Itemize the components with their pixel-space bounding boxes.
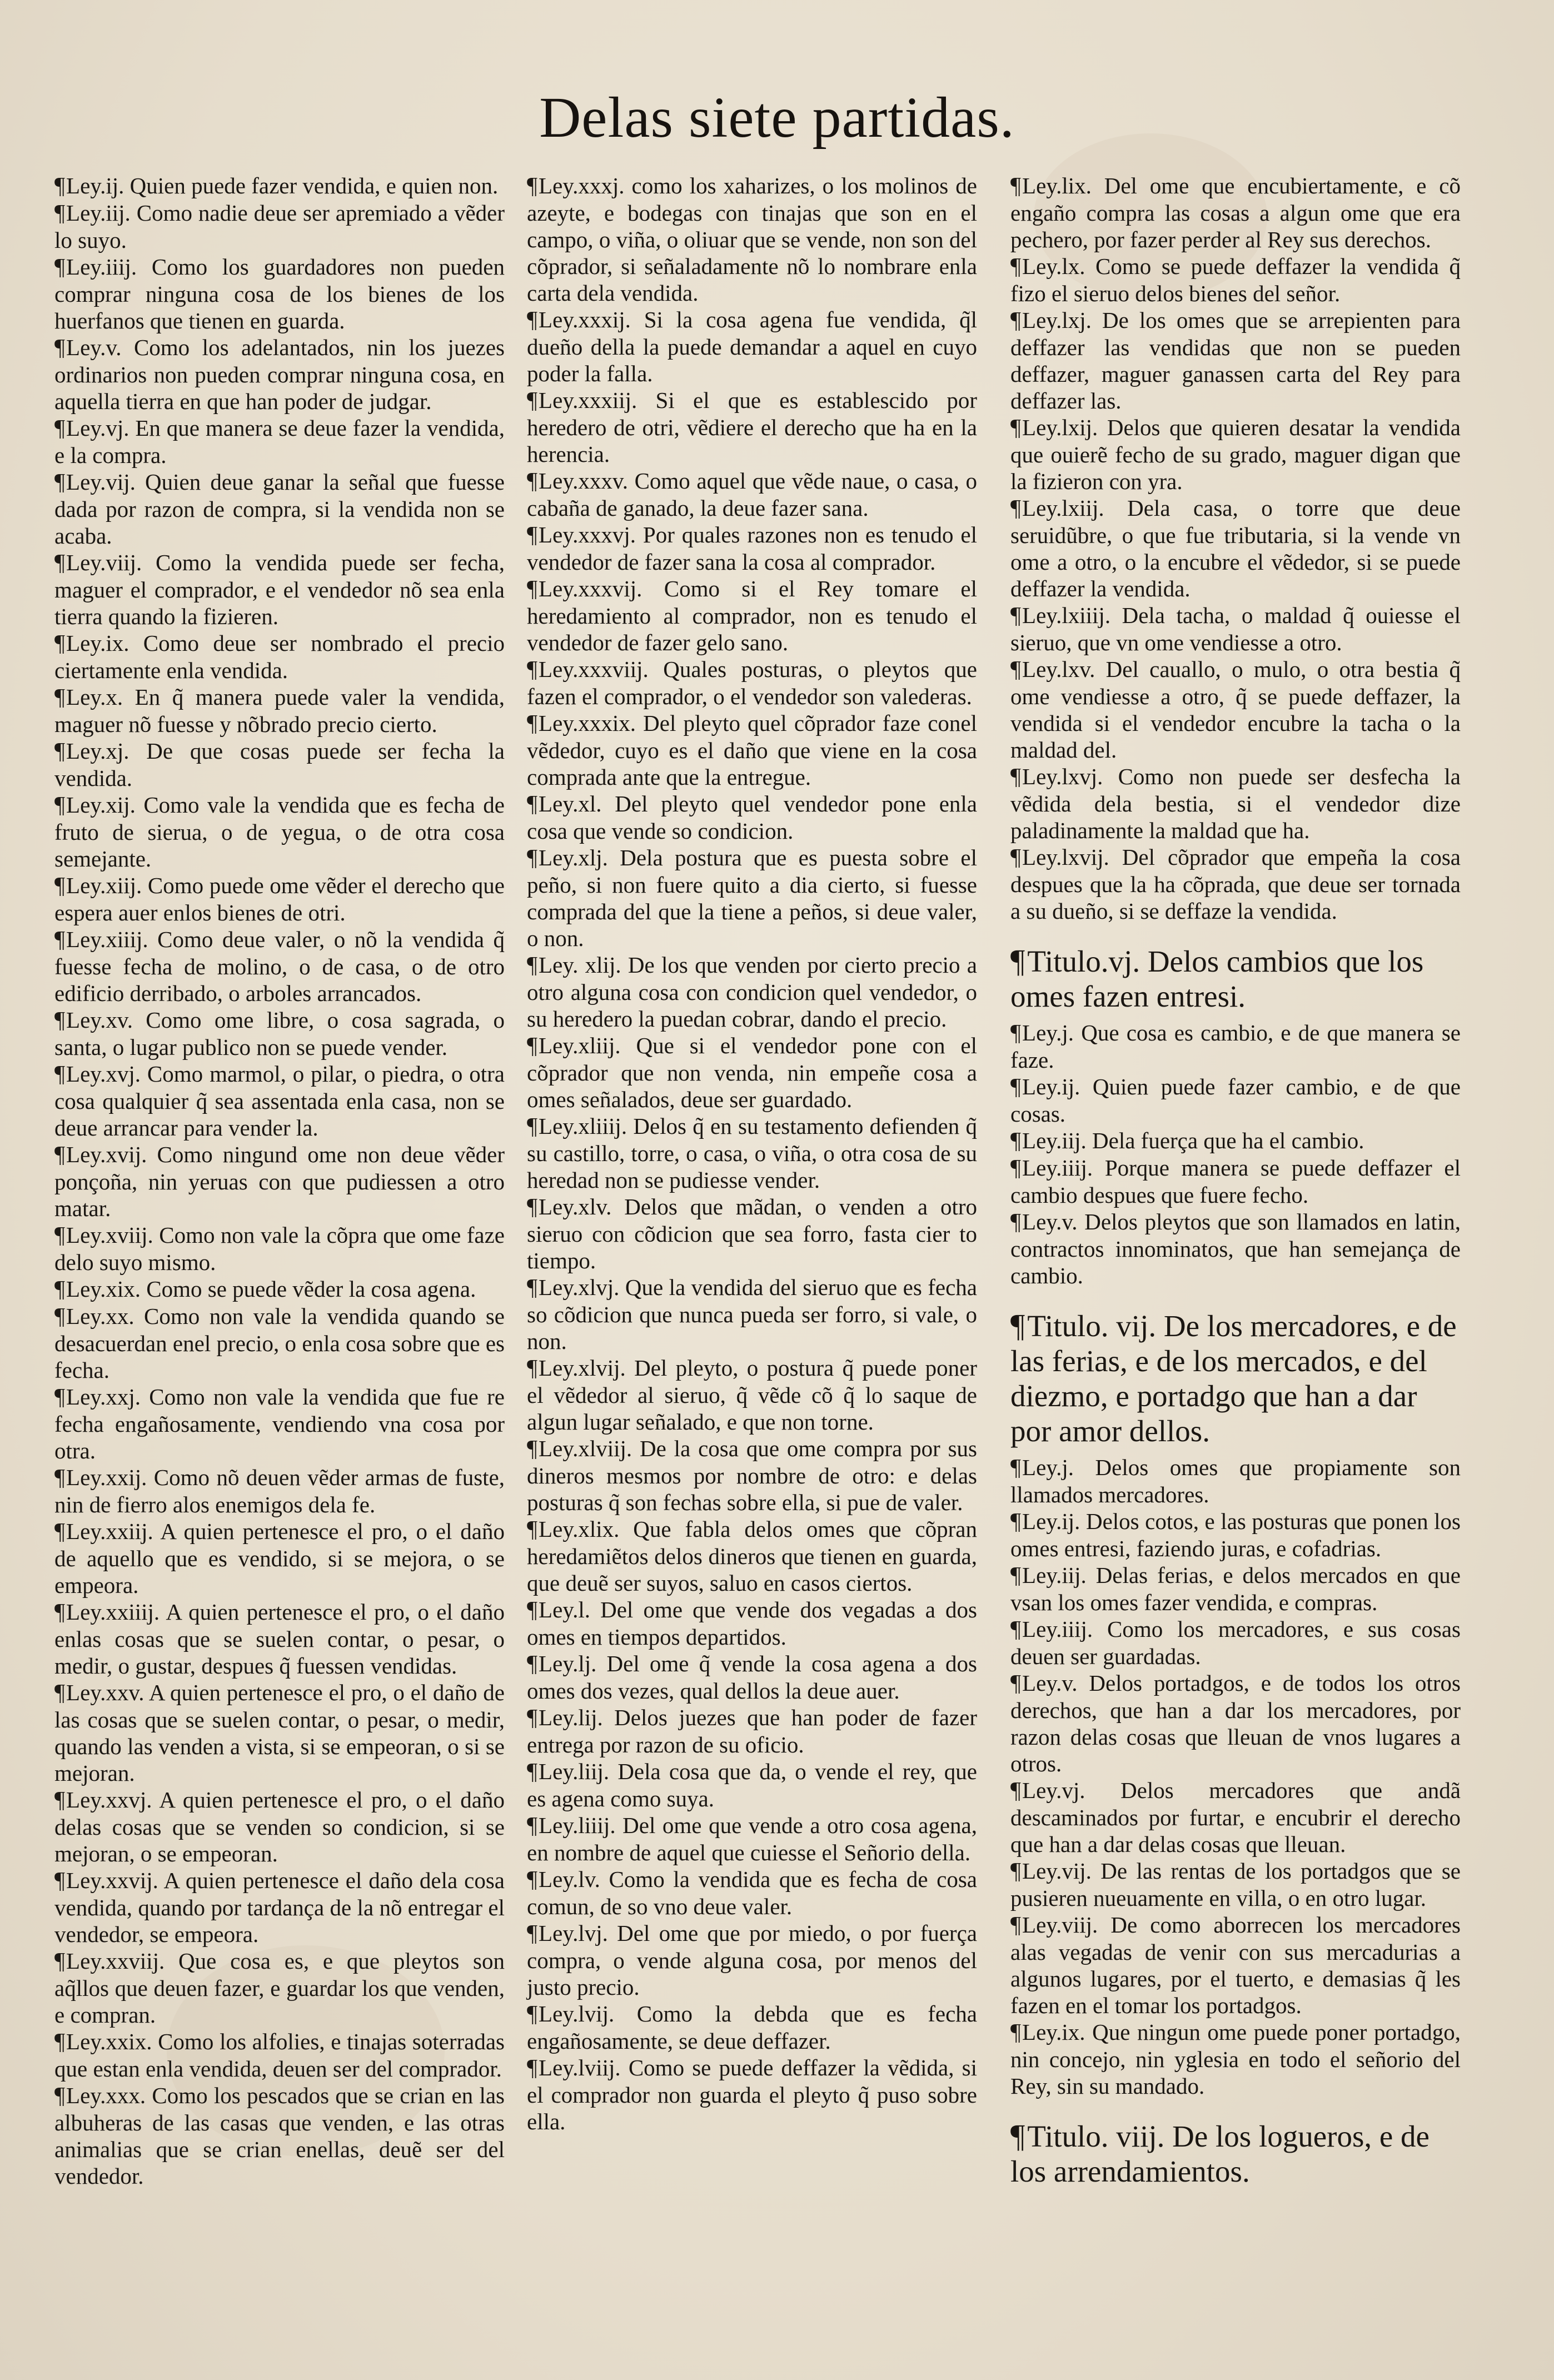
ley-entry: ¶ Ley.iij. Dela fuerça que ha el cambio.: [1010, 1127, 1461, 1154]
ley-entry: ¶ Ley.xxxj. como los xaharizes, o los molinos de azeyte, e bodegas con tinajas que son en el campo, o viña, o oliuar que se vende, non son del cõprador, si señaladamente nõ lo nombrare enla carta dela vendida.: [527, 172, 977, 306]
ley-entry: ¶ Ley.lxvij. Del cõprador que empeña la cosa despues que la ha cõprada, que deue ser tornada a su dueño, si se deffaze la vendida.: [1010, 844, 1461, 924]
ley-entry: ¶ Ley.iij. Como nadie deue ser apremiado a vẽder lo suyo.: [54, 200, 505, 253]
ley-entry: ¶ Ley.iiij. Porque manera se puede deffazer el cambio despues que fuere fecho.: [1010, 1154, 1461, 1208]
ley-entry: ¶ Ley.v. Delos portadgos, e de todos los otros derechos, que han a dar los mercadores, por razon delas cosas que lleuan de vnos lugares a otros.: [1010, 1670, 1461, 1777]
ley-entry: ¶ Ley.lvij. Como la debda que es fecha engañosamente, se deue deffazer.: [527, 2000, 977, 2054]
ley-entry: ¶ Ley.lv. Como la vendida que es fecha de cosa comun, de so vno deue valer.: [527, 1866, 977, 1920]
ley-entry: ¶ Ley.xxxvj. Por quales razones non es tenudo el vendedor de fazer sana la cosa al comprador.: [527, 521, 977, 575]
ley-entry: ¶ Ley.xiij. Como puede ome vẽder el derecho que espera auer enlos bienes de otri.: [54, 872, 505, 926]
ley-entry: ¶ Ley.lxij. Delos que quieren desatar la vendida que ouierẽ fecho de su grado, maguer digan que la fizieron con yra.: [1010, 414, 1461, 495]
ley-entry: ¶ Ley.vj. Delos mercadores que andã descaminados por furtar, e encubrir el derecho que han a dar delas cosas que lleuan.: [1010, 1777, 1461, 1858]
ley-entry: ¶ Ley.lxvj. Como non puede ser desfecha la vẽdida dela bestia, si el vendedor dize paladinamente la maldad que ha.: [1010, 763, 1461, 844]
ley-entry: ¶ Ley.xxij. Como nõ deuen vẽder armas de fuste, nin de fierro alos enemigos dela fe.: [54, 1464, 505, 1518]
ley-entry: ¶ Ley.vij. Quien deue ganar la señal que fuesse dada por razon de compra, si la vendida non se acaba.: [54, 469, 505, 549]
ley-entry: ¶ Ley.xxxix. Del pleyto quel cõprador faze conel vẽdedor, cuyo es el daño que viene en la cosa comprada ante que la entregue.: [527, 710, 977, 790]
ley-entry: ¶ Ley.xxx. Como los pescados que se crian en las albuheras de las casas que venden, e las otras animalias que se crian enellas, deuẽ ser del vendedor.: [54, 2082, 505, 2189]
ley-entry: ¶ Ley.xlvij. Del pleyto, o postura q̃ puede poner el vẽdedor al sieruo, q̃ vẽde cõ q̃ lo saque de algun lugar señalado, e que non torne.: [527, 1355, 977, 1435]
ley-entry: ¶ Ley.ij. Quien puede fazer vendida, e quien non.: [54, 172, 505, 200]
ley-entry: ¶ Ley.lviij. Como se puede deffazer la vẽdida, si el comprador non guarda el pleyto q̃ puso sobre ella.: [527, 2054, 977, 2135]
ley-entry: ¶ Ley.liij. Dela cosa que da, o vende el rey, que es agena como suya.: [527, 1758, 977, 1812]
ley-entry: ¶ Ley.ij. Quien puede fazer cambio, e de que cosas.: [1010, 1073, 1461, 1127]
ley-entry: ¶ Ley.xiiij. Como deue valer, o nõ la vendida q̃ fuesse fecha de molino, o de casa, o de otro edificio derribado, o arboles arrancados.: [54, 926, 505, 1007]
ley-entry: ¶ Ley.xxiij. A quien pertenesce el pro, o el daño de aquello que es vendido, si se mejora, o se empeora.: [54, 1518, 505, 1599]
ley-entry: ¶ Ley.lxiij. Dela casa, o torre que deue seruidũbre, o que fue tributaria, si la vende vn ome a otro, o la encubre el vẽdedor, si se puede deffazer la vendida.: [1010, 495, 1461, 602]
ley-entry: ¶ Ley.l. Del ome que vende dos vegadas a dos omes en tiempos departidos.: [527, 1596, 977, 1650]
ley-entry: ¶ Ley.ix. Que ningun ome puede poner portadgo, nin concejo, nin yglesia en todo el señorio del Rey, sin su mandado.: [1010, 2019, 1461, 2099]
ley-entry: ¶ Ley.xv. Como ome libre, o cosa sagrada, o santa, o lugar publico non se puede vender.: [54, 1007, 505, 1060]
ley-entry: ¶ Ley.lix. Del ome que encubiertamente, e cõ engaño compra las cosas a algun ome que era pechero, por fazer perder al Rey sus derechos.: [1010, 172, 1461, 253]
ley-entry: ¶ Ley.xlj. Dela postura que es puesta sobre el peño, si non fuere quito a dia cierto, si fuesse comprada del que la tiene a peños, si deue valer, o non.: [527, 844, 977, 952]
ley-entry: ¶ Ley.vij. De las rentas de los portadgos que se pusieren nueuamente en villa, o en otro lugar.: [1010, 1858, 1461, 1911]
ley-entry: ¶ Ley.x. En q̃ manera puede valer la vendida, maguer nõ fuesse y nõbrado precio cierto.: [54, 684, 505, 738]
ley-entry: ¶ Ley.xvij. Como ningund ome non deue vẽder ponçoña, nin yeruas con que pudiessen a otro matar.: [54, 1141, 505, 1222]
ley-entry: ¶ Ley.iij. Delas ferias, e delos mercados en que vsan los omes fazer vendida, e compras.: [1010, 1562, 1461, 1616]
ley-entry: ¶ Ley.lxiiij. Dela tacha, o maldad q̃ ouiesse el sieruo, que vn ome vendiesse a otro.: [1010, 602, 1461, 656]
ley-entry: ¶ Ley.xxvj. A quien pertenesce el pro, o el daño delas cosas que se venden so condicion, si se mejoran, o se empeoran.: [54, 1786, 505, 1867]
ley-entry: ¶ Ley.liiij. Del ome que vende a otro cosa agena, en nombre de aquel que cuiesse el Señorio della.: [527, 1812, 977, 1866]
index-column-2: [527, 172, 977, 2135]
ley-entry: ¶ Ley.v. Como los adelantados, nin los juezes ordinarios non pueden comprar ninguna cosa, en aquella tierra en que han poder de judgar.: [54, 334, 505, 415]
ley-entry: ¶ Ley.iiij. Como los mercadores, e sus cosas deuen ser guardadas.: [1010, 1616, 1461, 1670]
ley-entry: ¶ Ley.j. Delos omes que propiamente son llamados mercadores.: [1010, 1454, 1461, 1508]
ley-entry: ¶ Ley.ix. Como deue ser nombrado el precio ciertamente enla vendida.: [54, 630, 505, 684]
ley-entry: ¶ Ley.lx. Como se puede deffazer la vendida q̃ fizo el sieruo delos bienes del señor.: [1010, 253, 1461, 307]
ley-entry: ¶ Ley.lvj. Del ome que por miedo, o por fuerça compra, o vende alguna cosa, por menos del justo precio.: [527, 1920, 977, 2000]
titulo-heading: ¶ Titulo.vj. Delos cambios que los omes fazen entresi.: [1010, 943, 1461, 1014]
ley-entry: ¶ Ley.viij. Como la vendida puede ser fecha, maguer el comprador, e el vendedor nõ sea enla tierra quando la fizieren.: [54, 549, 505, 630]
titulo-heading: ¶ Titulo. vij. De los mercadores, e de las ferias, e de los mercados, e del diezmo, e portadgo que han a dar por amor dellos.: [1010, 1308, 1461, 1448]
index-column-1: [54, 172, 505, 2189]
ley-entry: ¶ Ley.xxix. Como los alfolies, e tinajas soterradas que estan enla vendida, deuen ser del comprador.: [54, 2028, 505, 2082]
ley-entry: ¶ Ley.lxj. De los omes que se arrepienten para deffazer las vendidas que non se pueden deffazer, maguer ganassen carta del Rey para deffazer las.: [1010, 307, 1461, 414]
ley-entry: ¶ Ley.iiij. Como los guardadores non pueden comprar ninguna cosa de los bienes de los huerfanos que tienen en guarda.: [54, 253, 505, 334]
ley-entry: ¶ Ley.xliij. Que si el vendedor pone con el cõprador que non venda, nin empeñe cosa a omes señalados, deue ser guardado.: [527, 1032, 977, 1113]
index-column-3: [1010, 172, 1461, 2194]
ley-entry: ¶ Ley.xj. De que cosas puede ser fecha la vendida.: [54, 738, 505, 791]
ley-entry: ¶ Ley.xxxvij. Como si el Rey tomare el heredamiento al comprador, non es tenudo el vendedor de fazer gelo sano.: [527, 575, 977, 656]
ley-entry: ¶ Ley.xl. Del pleyto quel vendedor pone enla cosa que vende so condicion.: [527, 790, 977, 844]
ley-entry: ¶ Ley.xviij. Como non vale la cõpra que ome faze delo suyo mismo.: [54, 1222, 505, 1276]
ley-entry: ¶ Ley.xxxv. Como aquel que vẽde naue, o casa, o cabaña de ganado, la deue fazer sana.: [527, 467, 977, 521]
ley-entry: ¶ Ley.xlviij. De la cosa que ome compra por sus dineros mesmos por nombre de otro: e delas posturas q̃ son fechas sobre ella, si pue de valer.: [527, 1435, 977, 1516]
ley-entry: ¶ Ley. xlij. De los que venden por cierto precio a otro alguna cosa con condicion quel vendedor, o su heredero la puedan cobrar, dando el precio.: [527, 952, 977, 1032]
ley-entry: ¶ Ley.lij. Delos juezes que han poder de fazer entrega por razon de su oficio.: [527, 1704, 977, 1758]
ley-entry: ¶ Ley.xxiiij. A quien pertenesce el pro, o el daño enlas cosas que se suelen contar, o pesar, o medir, o gustar, despues q̃ fuessen vendidas.: [54, 1599, 505, 1679]
ley-entry: ¶ Ley.xix. Como se puede vẽder la cosa agena.: [54, 1276, 505, 1303]
ley-entry: ¶ Ley.viij. De como aborrecen los mercadores alas vegadas de venir con sus mercadurias a algunos lugares, por el tuerto, e demasias q̃ les fazen en el tomar los portadgos.: [1010, 1911, 1461, 2019]
ley-entry: ¶ Ley.ij. Delos cotos, e las posturas que ponen los omes entresi, faziendo juras, e cofadrias.: [1010, 1508, 1461, 1562]
ley-entry: ¶ Ley.xlix. Que fabla delos omes que cõpran heredamiẽtos delos dineros que tienen en guarda, que deuẽ ser suyos, saluo en casos ciertos.: [527, 1516, 977, 1596]
ley-entry: ¶ Ley.xxj. Como non vale la vendida que fue re fecha engañosamente, vendiendo vna cosa por otra.: [54, 1383, 505, 1464]
running-head-title: Delas siete partidas.: [539, 86, 1015, 150]
ley-entry: ¶ Ley.xij. Como vale la vendida que es fecha de fruto de sierua, o de yegua, o de otra cosa semejante.: [54, 791, 505, 872]
ley-entry: ¶ Ley.xxvij. A quien pertenesce el daño dela cosa vendida, quando por tardança de la nõ entregar el vendedor, se empeora.: [54, 1867, 505, 1948]
ley-entry: ¶ Ley.lj. Del ome q̃ vende la cosa agena a dos omes dos vezes, qual dellos la deue auer.: [527, 1650, 977, 1704]
ley-entry: ¶ Ley.xvj. Como marmol, o pilar, o piedra, o otra cosa qualquier q̃ sea assentada enla casa, non se deue arrancar para vender la.: [54, 1060, 505, 1141]
ley-entry: ¶ Ley.xlvj. Que la vendida del sieruo que es fecha so cõdicion que nunca pueda ser forro, si vale, o non.: [527, 1274, 977, 1355]
ley-entry: ¶ Ley.xxviij. Que cosa es, e que pleytos son aq̃llos que deuen fazer, e guardar los que venden, e compran.: [54, 1948, 505, 2028]
ley-entry: ¶ Ley.vj. En que manera se deue fazer la vendida, e la compra.: [54, 415, 505, 469]
titulo-heading: ¶ Titulo. viij. De los logueros, e de los arrendamientos.: [1010, 2118, 1461, 2189]
ley-entry: ¶ Ley.xlv. Delos que mãdan, o venden a otro sieruo con cõdicion que sea forro, fasta cier to tiempo.: [527, 1193, 977, 1274]
ley-entry: ¶ Ley.lxv. Del cauallo, o mulo, o otra bestia q̃ ome vendiesse a otro, q̃ se puede deffazer, la vendida si el vendedor encubre la tacha o la maldad del.: [1010, 656, 1461, 763]
ley-entry: ¶ Ley.j. Que cosa es cambio, e de que manera se faze.: [1010, 1019, 1461, 1073]
ley-entry: ¶ Ley.xliiij. Delos q̃ en su testamento defienden q̃ su castillo, torre, o casa, o viña, o otra cosa de su heredad non se pudiesse vender.: [527, 1113, 977, 1193]
ley-entry: ¶ Ley.xxxviij. Quales posturas, o pleytos que fazen el comprador, o el vendedor son valederas.: [527, 656, 977, 710]
ley-entry: ¶ Ley.xxxiij. Si el que es establescido por heredero de otri, vẽdiere el derecho que ha en la herencia.: [527, 387, 977, 467]
ley-entry: ¶ Ley.xx. Como non vale la vendida quando se desacuerdan enel precio, o enla cosa sobre que es fecha.: [54, 1303, 505, 1383]
ley-entry: ¶ Ley.v. Delos pleytos que son llamados en latin, contractos innominatos, que han semejança de cambio.: [1010, 1208, 1461, 1289]
ley-entry: ¶ Ley.xxv. A quien pertenesce el pro, o el daño de las cosas que se suelen contar, o pesar, o medir, quando las venden a vista, si se empeoran, o si se mejoran.: [54, 1679, 505, 1786]
ley-entry: ¶ Ley.xxxij. Si la cosa agena fue vendida, q̃l dueño della la puede demandar a aquel en cuyo poder la falla.: [527, 306, 977, 387]
